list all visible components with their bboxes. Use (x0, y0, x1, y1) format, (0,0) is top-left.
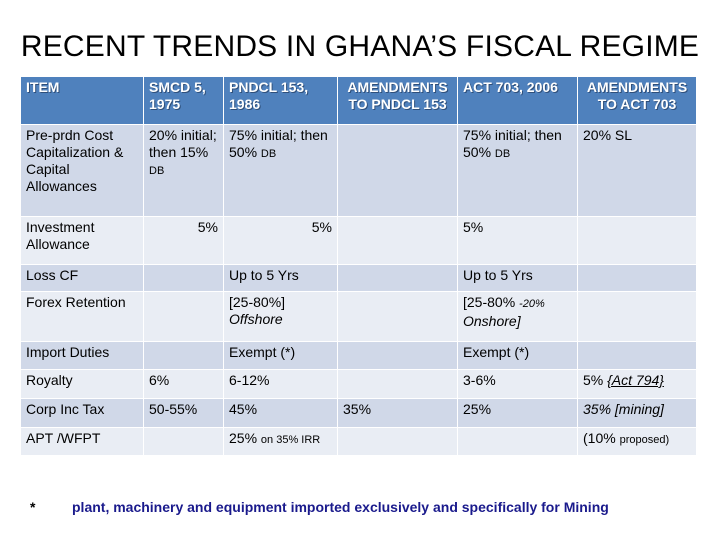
cell-amend153 (338, 265, 458, 292)
cell-amend703 (578, 217, 697, 265)
cell-smcd: 50-55% (144, 399, 224, 428)
header-pndcl: PNDCL 153, 1986 (224, 77, 338, 125)
cell-pndcl: 75% initial; then 50% DB (224, 125, 338, 217)
cell-smcd (144, 292, 224, 342)
cell-smcd: 5% (144, 217, 224, 265)
cell-amend703: 35% [mining] (578, 399, 697, 428)
cell-amend703 (578, 265, 697, 292)
cell-pndcl: Up to 5 Yrs (224, 265, 338, 292)
cell-pndcl: 45% (224, 399, 338, 428)
cell-amend153 (338, 292, 458, 342)
cell-smcd (144, 428, 224, 456)
cell-amend703: 20% SL (578, 125, 697, 217)
fiscal-regime-table (20, 76, 697, 456)
table-row (21, 125, 697, 217)
cell-amend153 (338, 342, 458, 370)
cell-smcd (144, 342, 224, 370)
table-row (21, 265, 697, 292)
cell-smcd: 20% initial; then 15% DB (144, 125, 224, 217)
cell-item: Loss CF (21, 265, 144, 292)
cell-act703 (458, 428, 578, 456)
cell-pndcl: [25-80%] Offshore (224, 292, 338, 342)
cell-item: Corp Inc Tax (21, 399, 144, 428)
cell-item: APT /WFPT (21, 428, 144, 456)
cell-amend153 (338, 428, 458, 456)
page-title: RECENT TRENDS IN GHANA’S FISCAL REGIME (20, 30, 700, 63)
cell-item: Investment Allowance (21, 217, 144, 265)
header-amendments-pndcl: AMENDMENTS TO PNDCL 153 (338, 77, 458, 125)
cell-pndcl: Exempt (*) (224, 342, 338, 370)
table-row (21, 217, 697, 265)
cell-smcd: 6% (144, 370, 224, 399)
header-item: ITEM (21, 77, 144, 125)
cell-pndcl: 25% on 35% IRR (224, 428, 338, 456)
table-header-row (21, 77, 697, 125)
cell-act703: 3-6% (458, 370, 578, 399)
cell-amend153: 35% (338, 399, 458, 428)
cell-amend153 (338, 370, 458, 399)
cell-pndcl: 6-12% (224, 370, 338, 399)
table-row (21, 370, 697, 399)
cell-amend703 (578, 292, 697, 342)
table-row (21, 399, 697, 428)
cell-act703: [25-80% -20% Onshore] (458, 292, 578, 342)
cell-item: Royalty (21, 370, 144, 399)
table-row (21, 428, 697, 456)
cell-act703: Exempt (*) (458, 342, 578, 370)
cell-amend703: 5% {Act 794} (578, 370, 697, 399)
header-act-703: ACT 703, 2006 (458, 77, 578, 125)
cell-act703: 25% (458, 399, 578, 428)
footnote-mark: * (30, 499, 36, 515)
cell-amend703: (10% proposed) (578, 428, 697, 456)
cell-amend703 (578, 342, 697, 370)
cell-act703: 5% (458, 217, 578, 265)
cell-act703: Up to 5 Yrs (458, 265, 578, 292)
footnote-text: plant, machinery and equipment imported exclusively and specifically for Mining (72, 499, 609, 515)
header-smcd: SMCD 5, 1975 (144, 77, 224, 125)
cell-pndcl: 5% (224, 217, 338, 265)
header-amendments-act-703: AMENDMENTS TO ACT 703 (578, 77, 697, 125)
cell-item: Import Duties (21, 342, 144, 370)
cell-item: Pre-prdn Cost Capitalization & Capital Allowances (21, 125, 144, 217)
table-row (21, 342, 697, 370)
cell-item: Forex Retention (21, 292, 144, 342)
cell-act703: 75% initial; then 50% DB (458, 125, 578, 217)
footnote (30, 499, 700, 515)
cell-amend153 (338, 125, 458, 217)
cell-smcd (144, 265, 224, 292)
table-row (21, 292, 697, 342)
cell-amend153 (338, 217, 458, 265)
